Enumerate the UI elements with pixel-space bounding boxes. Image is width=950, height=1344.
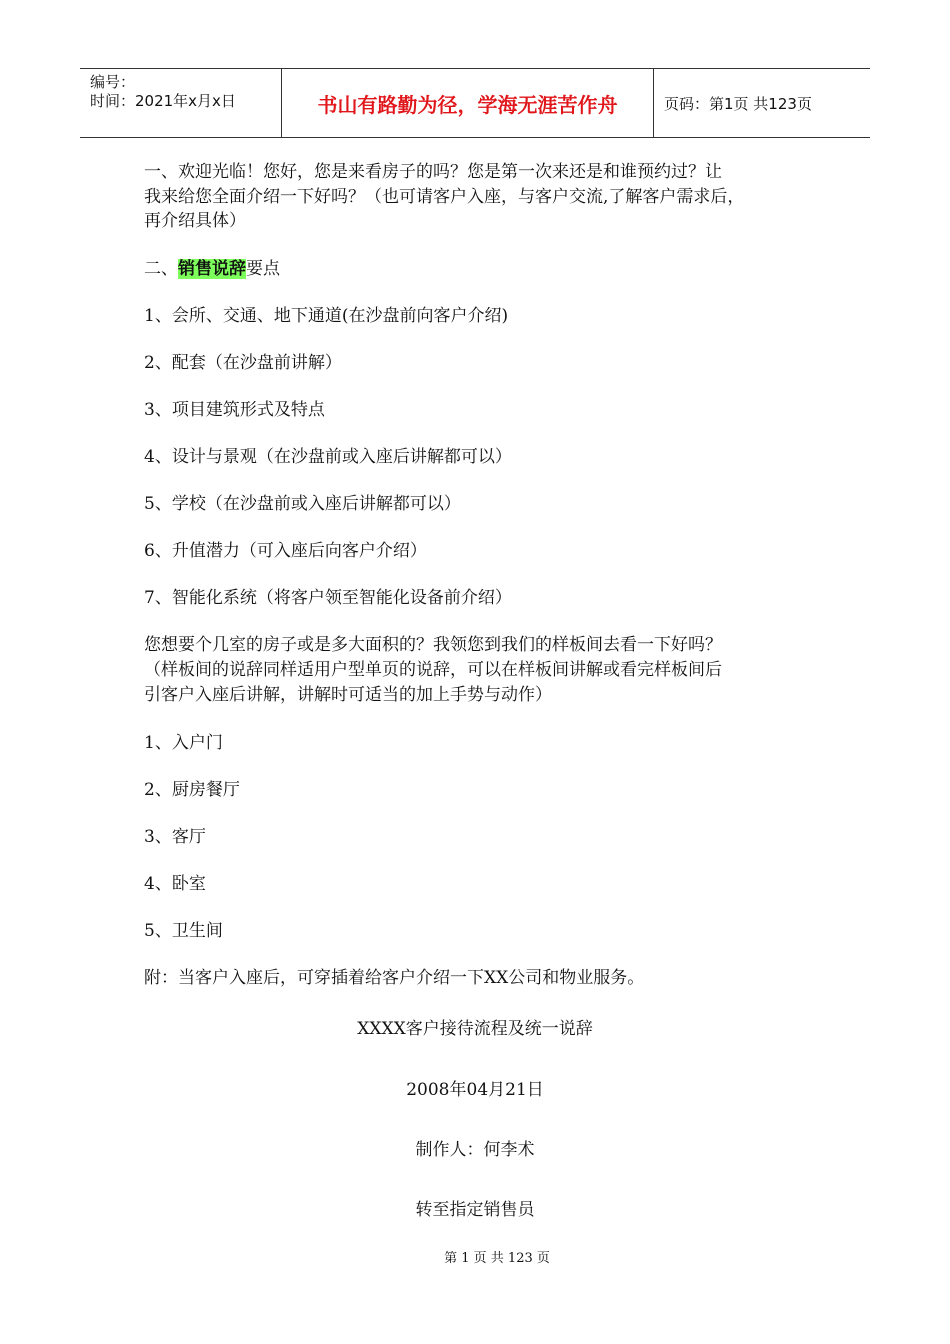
section2-highlight: 销售说辞: [178, 259, 246, 279]
number-label: 编号：: [90, 73, 136, 91]
point-item: 3、项目建筑形式及特点: [144, 400, 325, 420]
section2-heading: [144, 257, 280, 282]
room-item: 5、卫生间: [144, 921, 223, 941]
sample-line: 引客户入座后讲解，讲解时可适当的加上手势与动作）: [144, 685, 552, 705]
doc-date: 2008年04月21日: [406, 1080, 544, 1100]
header-motto-cell: [282, 69, 654, 137]
point-item: 1、会所、交通、地下通道(在沙盘前向客户介绍): [144, 306, 509, 326]
room-item: 4、卧室: [144, 874, 206, 894]
point-item: 4、设计与景观（在沙盘前或入座后讲解都可以）: [144, 447, 512, 467]
sample-line: 您想要个几室的房子或是多大面积的？我领您到我们的样板间去看一下好吗？: [144, 635, 722, 655]
room-item: 1、入户门: [144, 733, 223, 753]
motto-text: 书山有路勤为径，学海无涯苦作舟: [317, 92, 618, 117]
transfer-text: 转至指定销售员: [415, 1200, 535, 1220]
intro-line: 我来给您全面介绍一下好吗？（也可请客户入座，与客户交流,了解客户需求后，: [144, 186, 745, 207]
document-header: [80, 68, 870, 138]
room-item: 3、客厅: [144, 827, 206, 847]
page-counter: 第 1 页 共 123 页: [444, 1251, 550, 1266]
time-label: 时间：2021年x月x日: [90, 92, 236, 110]
point-item: 5、学校（在沙盘前或入座后讲解都可以）: [144, 494, 461, 514]
header-meta-cell: [80, 69, 282, 137]
point-item: 7、智能化系统（将客户领至智能化设备前介绍）: [144, 588, 512, 608]
doc-author: 制作人：何李术: [415, 1140, 535, 1160]
intro-line: 一、欢迎光临！您好，您是来看房子的吗？您是第一次来还是和谁预约过？让: [144, 162, 722, 182]
point-item: 2、配套（在沙盘前讲解）: [144, 353, 342, 373]
section2-prefix: 二、: [144, 259, 178, 279]
page-label: 页码：第1页 共123页: [664, 94, 812, 113]
sample-line: （样板间的说辞同样适用户型单页的说辞，可以在样板间讲解或看完样板间后: [144, 660, 722, 680]
header-page-cell: [654, 69, 870, 137]
doc-title: XXXX客户接待流程及统一说辞: [357, 1019, 593, 1039]
room-item: 2、厨房餐厅: [144, 780, 240, 800]
appendix-text: 附：当客户入座后，可穿插着给客户介绍一下XX公司和物业服务。: [144, 968, 645, 988]
section2-suffix: 要点: [246, 259, 280, 279]
intro-line: 再介绍具体）: [144, 211, 246, 231]
point-item: 6、升值潜力（可入座后向客户介绍）: [144, 541, 427, 561]
